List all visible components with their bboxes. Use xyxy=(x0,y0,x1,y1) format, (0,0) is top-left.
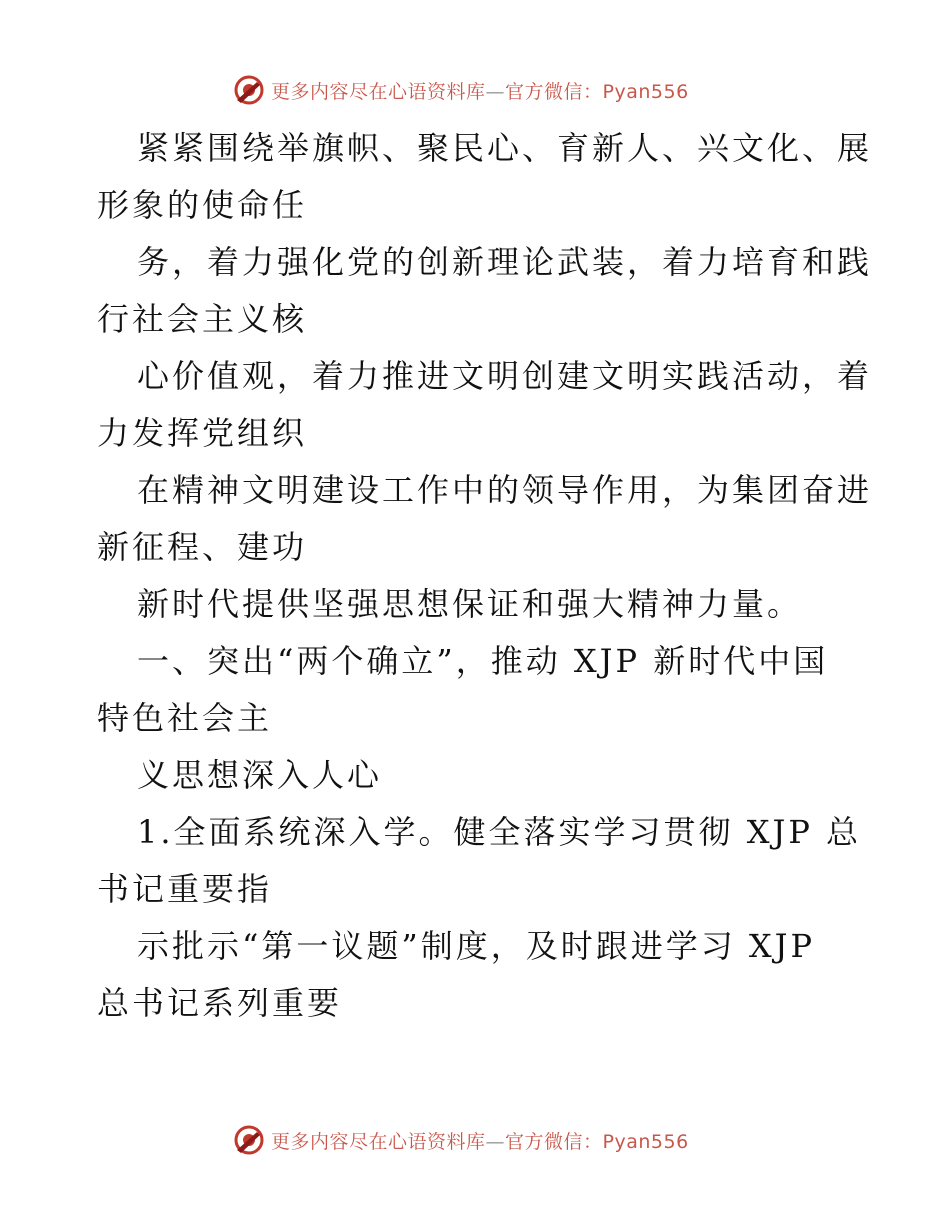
heading-line: 一、突出“两个确立”，推动 XJP 新时代中国 xyxy=(137,642,829,680)
paragraph-4 xyxy=(97,462,873,576)
watermark-text xyxy=(271,1127,689,1154)
paragraph-7 xyxy=(97,918,857,1032)
paragraph-line: 务，着力强化党的创新理论武装，着力培育和践 xyxy=(137,243,873,281)
brand-logo-icon xyxy=(233,1124,265,1156)
section-heading-1-cont xyxy=(97,747,857,804)
paragraph-line: 示批示“第一议题”制度，及时跟进学习 XJP xyxy=(137,927,816,965)
paragraph-6 xyxy=(97,804,862,918)
watermark-text xyxy=(271,77,689,104)
brand-logo-icon xyxy=(233,74,265,106)
paragraph-line: 心价值观，着力推进文明创建文明实践活动，着 xyxy=(137,357,873,395)
watermark-dash: — xyxy=(485,1130,506,1153)
paragraph-3 xyxy=(97,348,873,462)
header-watermark xyxy=(233,72,689,108)
footer-watermark xyxy=(233,1122,689,1158)
watermark-brand: 更多内容尽在心语资料库 xyxy=(271,80,486,103)
watermark-brand: 更多内容尽在心语资料库 xyxy=(271,1130,486,1153)
paragraph-2 xyxy=(97,234,873,348)
paragraph-line: 行社会主义核 xyxy=(97,300,308,338)
paragraph-line: 1.全面系统深入学。健全落实学习贯彻 XJP 总 xyxy=(137,813,862,851)
heading-line: 特色社会主 xyxy=(97,699,273,737)
watermark-contact: 官方微信：Pyan556 xyxy=(505,1130,689,1153)
document-body xyxy=(97,120,873,1032)
paragraph-line: 新时代提供坚强思想保证和强大精神力量。 xyxy=(137,585,803,623)
paragraph-line: 在精神文明建设工作中的领导作用，为集团奋进 xyxy=(137,471,873,509)
paragraph-line: 总书记系列重要 xyxy=(97,984,343,1022)
paragraph-line: 紧紧围绕举旗帜、聚民心、育新人、兴文化、展 xyxy=(137,129,873,167)
paragraph-line: 新征程、建功 xyxy=(97,528,308,566)
paragraph-line: 形象的使命任 xyxy=(97,186,308,224)
paragraph-1 xyxy=(97,120,873,234)
paragraph-5 xyxy=(97,576,857,633)
watermark-dash: — xyxy=(485,80,506,103)
section-heading-1 xyxy=(97,633,857,747)
paragraph-line: 书记重要指 xyxy=(97,870,273,908)
watermark-contact: 官方微信：Pyan556 xyxy=(505,80,689,103)
paragraph-line: 力发挥党组织 xyxy=(97,414,308,452)
heading-line: 义思想深入人心 xyxy=(137,756,383,794)
